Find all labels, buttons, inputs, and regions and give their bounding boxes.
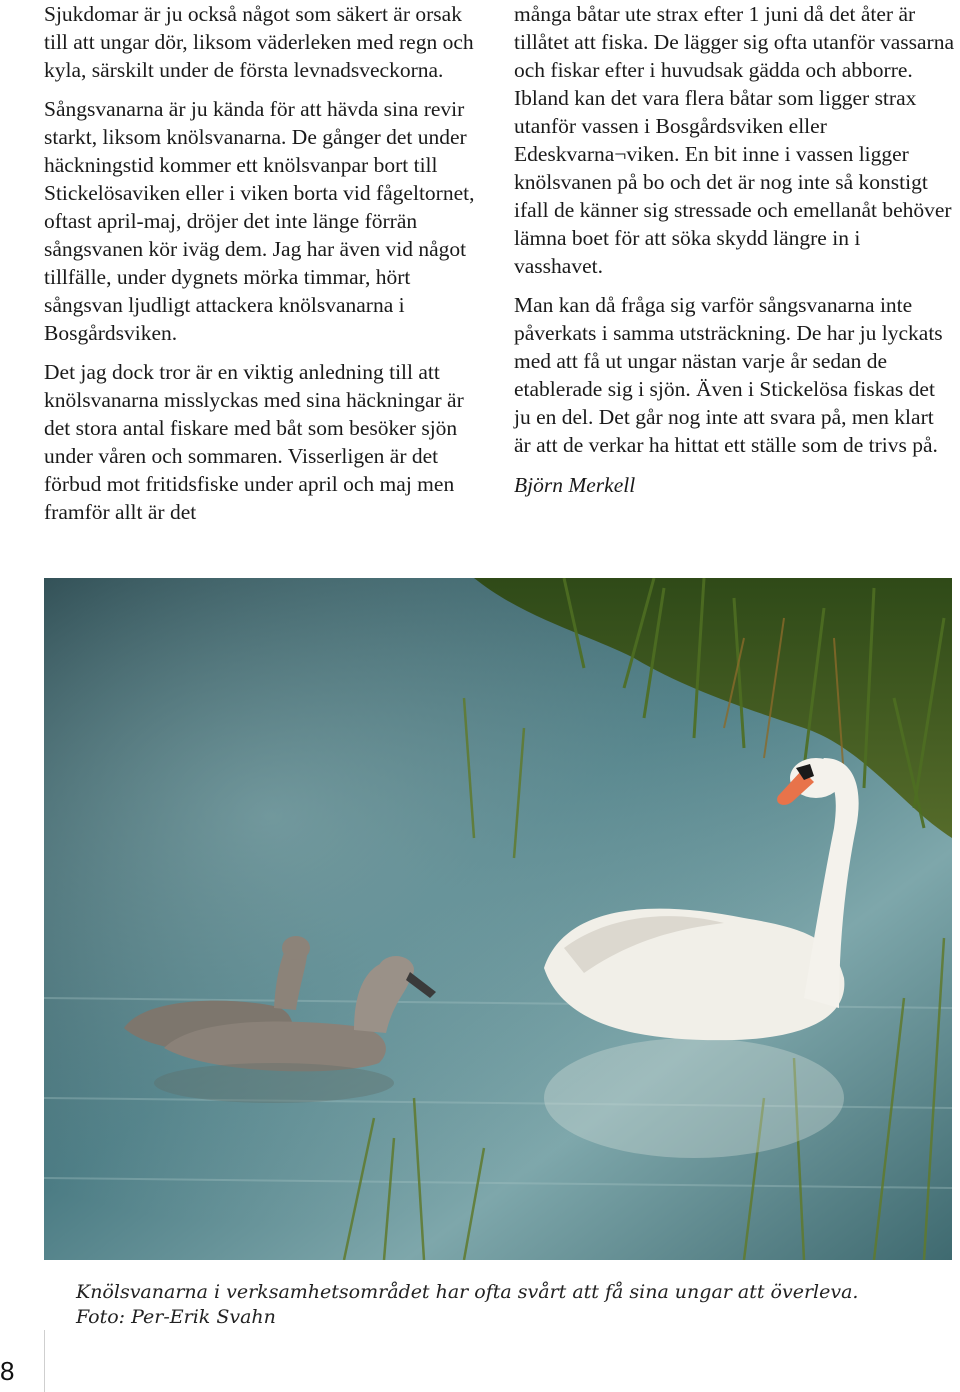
paragraph: Sångsvanarna är ju kända för att hävda sina revir starkt, liksom knölsvanarna. De gånger det under häckningstid kommer ett knölsvanpar bort till Stickelösaviken eller i viken borta vid fågeltornet, oftast april-maj, dröjer det inte länge förrän sångsvanen kör iväg dem. Jag har även vid något tillfälle, under dygnets mörka timmar, hört sångsvan ljudligt attackera knölsvanarna i Bosgårdsviken. (44, 97, 475, 345)
photo-caption (76, 1280, 936, 1330)
page-divider (44, 1330, 45, 1392)
photo-credit: Foto: Per-Erik Svahn (76, 1306, 276, 1328)
swan-photo (44, 578, 952, 1260)
page-number: 8 (0, 1356, 15, 1386)
paragraph: Sjukdomar är ju också något som säkert är orsak till att ungar dör, liksom väderleken med regn och kyla, särskilt under de första levnadsveckorna. (44, 2, 474, 82)
author-signature: Björn Merkell (514, 473, 636, 497)
paragraph: många båtar ute strax efter 1 juni då det åter är tillåtet att fiska. De lägger sig ofta utanför vassarna och fiskar efter i huvudsak gädda och abborre. Ibland kan det vara flera båtar som ligger strax utanför vassen i Bosgårdsviken eller Edeskvarna¬viken. En bit inne i vassen ligger knölsvanen på bo och det är nog inte så konstigt ifall de känner sig stressade och emellanåt behöver lämna boet för att söka skydd längre in i vasshavet. (514, 2, 954, 278)
article-column-left (44, 0, 490, 537)
article-column-right (514, 0, 954, 510)
paragraph: Man kan då fråga sig varför sångsvanarna inte påverkats i samma utsträckning. De har ju lyckats med att få ut ungar nästan varje år sedan de etablerade sig i sjön. Även i Stickelösa fiskas det ju en del. Det går nog inte att svara på, men klart är att de verkar ha hittat ett ställe som de trivs på. (514, 293, 943, 457)
paragraph: Det jag dock tror är en viktig anledning till att knölsvanarna misslyckas med sina häckningar är det stora antal fiskare med båt som besöker sjön under våren och sommaren. Visserligen är det förbud mot fritidsfiske under april och maj men framför allt är det (44, 360, 464, 524)
caption-text: Knölsvanarna i verksamhetsområdet har ofta svårt att få sina ungar att överleva. (76, 1281, 859, 1303)
